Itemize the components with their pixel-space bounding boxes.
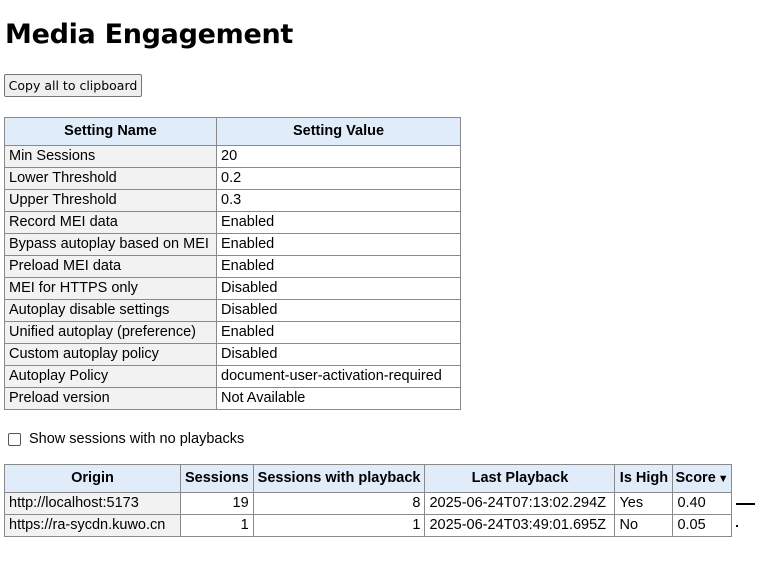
- setting-value: Enabled: [217, 234, 461, 256]
- setting-value: Enabled: [217, 212, 461, 234]
- setting-name: Unified autoplay (preference): [5, 322, 217, 344]
- settings-row: [5, 234, 461, 256]
- table-row: [5, 493, 732, 515]
- origin-cell: http://localhost:5173: [5, 493, 181, 515]
- setting-name: MEI for HTTPS only: [5, 278, 217, 300]
- setting-name: Autoplay Policy: [5, 366, 217, 388]
- is-high-cell: No: [615, 515, 673, 537]
- settings-row: [5, 278, 461, 300]
- is-high-cell: Yes: [615, 493, 673, 515]
- show-no-playbacks-toggle[interactable]: [8, 431, 244, 447]
- column-last-playback[interactable]: Last Playback: [425, 465, 615, 493]
- setting-name: Custom autoplay policy: [5, 344, 217, 366]
- setting-name: Bypass autoplay based on MEI: [5, 234, 217, 256]
- settings-row: [5, 322, 461, 344]
- setting-value: document-user-activation-required: [217, 366, 461, 388]
- copy-all-button[interactable]: Copy all to clipboard: [4, 74, 142, 97]
- sessions-cell: 1: [181, 515, 254, 537]
- setting-value: Disabled: [217, 344, 461, 366]
- settings-row: [5, 146, 461, 168]
- setting-name: Upper Threshold: [5, 190, 217, 212]
- column-sessions[interactable]: Sessions: [181, 465, 254, 493]
- score-cell: 0.40: [673, 493, 731, 515]
- column-score[interactable]: [673, 465, 731, 493]
- settings-row: [5, 256, 461, 278]
- origin-cell: https://ra-sycdn.kuwo.cn: [5, 515, 181, 537]
- show-no-playbacks-label: Show sessions with no playbacks: [29, 431, 245, 447]
- sessions-table: [4, 464, 732, 537]
- settings-row: [5, 388, 461, 410]
- score-bar: [736, 503, 755, 505]
- show-no-playbacks-checkbox[interactable]: [8, 433, 21, 446]
- setting-value: Not Available: [217, 388, 461, 410]
- setting-name: Min Sessions: [5, 146, 217, 168]
- settings-table: [4, 117, 461, 410]
- column-is-high[interactable]: Is High: [615, 465, 673, 493]
- settings-row: [5, 212, 461, 234]
- setting-name: Record MEI data: [5, 212, 217, 234]
- sessions-with-playback-cell: 8: [253, 493, 425, 515]
- sessions-cell: 19: [181, 493, 254, 515]
- score-cell: 0.05: [673, 515, 731, 537]
- column-sessions-with-playback[interactable]: Sessions with playback: [253, 465, 425, 493]
- table-row: [5, 515, 732, 537]
- settings-row: [5, 168, 461, 190]
- setting-value: Enabled: [217, 322, 461, 344]
- settings-row: [5, 366, 461, 388]
- sort-descending-icon: ▼: [717, 472, 729, 485]
- setting-name: Preload version: [5, 388, 217, 410]
- setting-name: Preload MEI data: [5, 256, 217, 278]
- sessions-with-playback-cell: 1: [253, 515, 425, 537]
- setting-value: Disabled: [217, 278, 461, 300]
- setting-name: Autoplay disable settings: [5, 300, 217, 322]
- setting-value: Enabled: [217, 256, 461, 278]
- column-score-label: Score: [675, 469, 716, 486]
- setting-value: 20: [217, 146, 461, 168]
- setting-value: 0.2: [217, 168, 461, 190]
- setting-value: Disabled: [217, 300, 461, 322]
- setting-name-header: Setting Name: [5, 118, 217, 146]
- column-origin[interactable]: Origin: [5, 465, 181, 493]
- settings-row: [5, 300, 461, 322]
- settings-row: [5, 344, 461, 366]
- settings-row: [5, 190, 461, 212]
- last-playback-cell: 2025-06-24T03:49:01.695Z: [425, 515, 615, 537]
- page-title: Media Engagement: [5, 19, 294, 50]
- score-bar: [736, 525, 738, 527]
- setting-value-header: Setting Value: [217, 118, 461, 146]
- setting-name: Lower Threshold: [5, 168, 217, 190]
- last-playback-cell: 2025-06-24T07:13:02.294Z: [425, 493, 615, 515]
- setting-value: 0.3: [217, 190, 461, 212]
